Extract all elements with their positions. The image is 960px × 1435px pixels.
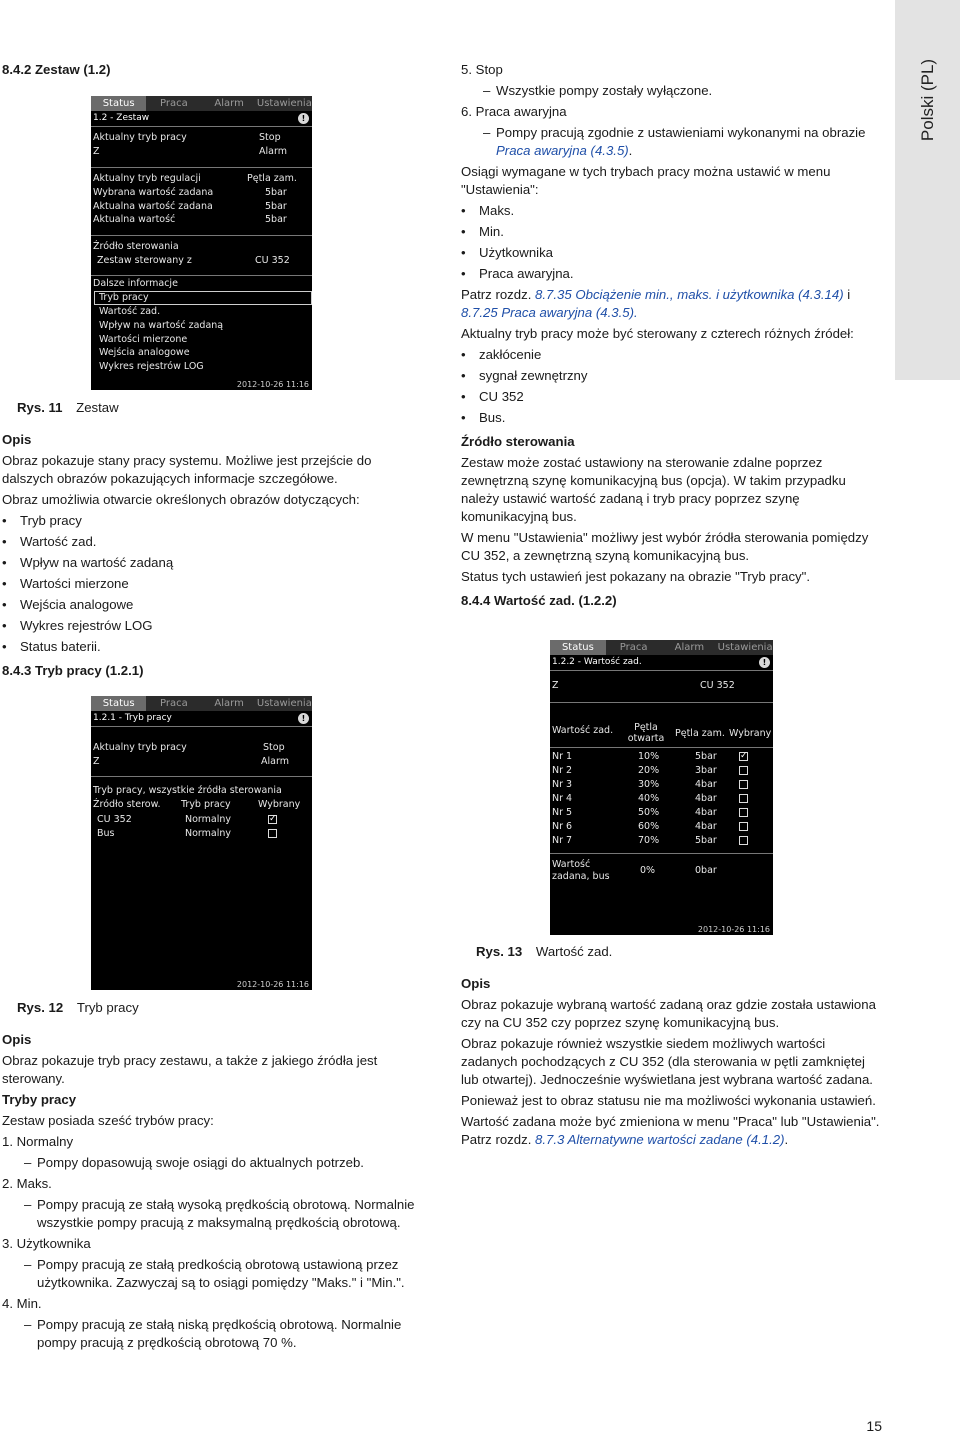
row-value: Stop (259, 132, 281, 143)
right-text-block-1 (461, 61, 881, 610)
setpoint-closed: 4bar (695, 779, 717, 790)
screen-breadcrumb: 1.2.1 - Tryb pracy (93, 713, 172, 723)
list-item: • Wykres rejestrów LOG (2, 617, 420, 635)
mode-description: – Pompy pracują ze stałą wysoką prędkością obrotową. Normalnie wszystkie pompy pracują z maksymalną prędkością obrotową. (2, 1196, 420, 1232)
row-value: 5bar (265, 214, 287, 225)
more-info-heading: Dalsze informacje (93, 278, 178, 289)
caption-number: Rys. 11 (17, 400, 63, 415)
paragraph: Obraz pokazuje stany pracy systemu. Możliwe jest przejście do dalszych obrazów pokazujących informacje szczegółowe. (2, 453, 372, 486)
column-header: Pętla otwarta (627, 722, 665, 744)
checkbox-checked: ✓ (269, 814, 277, 824)
paragraph: Zestaw może zostać ustawiony na sterowanie zdalne poprzez zewnętrzną szynę komunikacyjną bus (opcja). W takim przypadku należy ustawić wartość zadaną i tryb pracy poprzez szynę komunikacyjną bus. (461, 455, 846, 524)
row-label: Aktualny tryb pracy (93, 742, 187, 753)
tab-ustawienia: Ustawienia (717, 642, 773, 653)
more-info-item[interactable]: Wpływ na wartość zadaną (99, 320, 224, 331)
timestamp: 2012-10-26 11:16 (236, 980, 309, 989)
opis-heading: Opis (461, 976, 491, 991)
checkbox-unchecked (739, 780, 748, 789)
caption-text: Wartość zad. (535, 944, 613, 959)
list-item: • Maks. (461, 202, 881, 220)
text: Patrz rozdz. (461, 287, 536, 302)
mode-description: – Pompy pracują ze stałą predkością obrotową ustawioną przez użytkownika. Zazwyczaj są to osiągi pomiędzy "Maks." i "Min.". (2, 1256, 420, 1292)
tab-alarm: Alarm (674, 642, 705, 653)
row-value: 5bar (265, 201, 287, 212)
mode-description (461, 124, 881, 160)
setpoint-name: Nr 7 (552, 835, 573, 846)
paragraph: Aktualny tryb pracy może być sterowany z czterech różnych źródeł: (461, 326, 854, 341)
tab-praca: Praca (160, 98, 188, 109)
checkbox-checked: ✓ (740, 751, 748, 761)
source-name: Bus (97, 828, 115, 839)
row-label: Zestaw sterowany z (97, 255, 192, 266)
caption-text: Zestaw (76, 400, 119, 415)
divider (91, 275, 312, 276)
figure-11-caption (17, 399, 119, 417)
paragraph: Status tych ustawień jest pokazany na obrazie "Tryb pracy". (461, 569, 810, 584)
row-label: Aktualna wartość (93, 214, 176, 225)
paragraph: Osiągi wymagane w tych trybach pracy można ustawić w menu "Ustawienia": (461, 164, 831, 197)
more-info-item[interactable]: Wartości mierzone (99, 334, 188, 345)
mode-item: 4. Min. (2, 1296, 42, 1311)
right-text-block-2 (461, 975, 881, 1149)
tab-alarm: Alarm (214, 698, 244, 709)
paragraph: W menu "Ustawienia" możliwy jest wybór źródła sterowania pomiędzy CU 352, a zewnętrzną szyną komunikacyjną bus. (461, 530, 869, 563)
link-8725[interactable]: 8.7.25 Praca awaryjna (4.3.5). (461, 305, 638, 320)
mode-item: 2. Maks. (2, 1176, 52, 1191)
list-item: • Praca awaryjna. (461, 265, 881, 283)
text: . (784, 1132, 789, 1147)
mode-item: 3. Użytkownika (2, 1236, 91, 1251)
checkbox-unchecked (739, 794, 748, 803)
setpoint-name: Nr 2 (552, 765, 573, 776)
setpoint-name: Nr 5 (552, 807, 573, 818)
checkbox-unchecked (739, 766, 748, 775)
text: . (628, 143, 633, 158)
paragraph: Obraz umożliwia otwarcie określonych obrazów dotyczących: (2, 492, 360, 507)
divider (91, 235, 312, 236)
setpoint-open: 10% (638, 751, 660, 762)
row-label: Aktualny tryb pracy (93, 132, 187, 143)
setpoint-name: Nr 4 (552, 793, 573, 804)
more-info-item[interactable]: Wykres rejestrów LOG (99, 361, 204, 372)
tryby-heading: Tryby pracy (2, 1092, 77, 1107)
bus-setpoint-label: Wartość zadana, bus (552, 859, 610, 882)
row-value: CU 352 (255, 255, 290, 266)
list-item: • Min. (461, 223, 881, 241)
row-value: Pętla zam. (247, 173, 297, 184)
more-info-item[interactable]: Wartość zad. (99, 306, 161, 317)
link-873[interactable]: 8.7.3 Alternatywne wartości zadane (4.1.2) (535, 1132, 785, 1147)
column-header: Wybrany (258, 799, 301, 810)
warning-icon: ! (298, 713, 309, 724)
setpoint-closed: 5bar (695, 835, 717, 846)
tab-alarm: Alarm (214, 98, 244, 109)
list-item: • Bus. (461, 409, 881, 427)
divider (91, 776, 312, 777)
list-item: • sygnał zewnętrzny (461, 367, 881, 385)
setpoint-open: 20% (638, 765, 660, 776)
tab-status: Status (91, 96, 146, 111)
caption-number: Rys. 13 (476, 944, 523, 959)
timestamp: 2012-10-26 11:16 (236, 380, 309, 389)
row-label: Z (93, 146, 100, 157)
screen-zestaw (91, 96, 312, 390)
page-number: 15 (866, 1418, 882, 1434)
warning-icon: ! (759, 657, 770, 668)
tab-praca: Praca (160, 698, 188, 709)
divider (91, 126, 312, 127)
checkbox-unchecked (268, 829, 277, 838)
checkbox-unchecked (739, 836, 748, 845)
language-label: Polski (PL) (917, 58, 937, 142)
screen-wartosc-zad (550, 640, 773, 935)
row-value: Alarm (259, 146, 287, 157)
list-item: • Tryb pracy (2, 512, 420, 530)
row-label: Źródło sterowania (93, 241, 179, 252)
setpoint-open: 50% (638, 807, 660, 818)
opis-heading: Opis (2, 1032, 32, 1047)
text: i (843, 287, 851, 302)
heading-842: 8.4.2 Zestaw (1.2) (2, 62, 111, 77)
setpoint-name: Nr 6 (552, 821, 573, 832)
paragraph (461, 1113, 881, 1149)
more-info-item[interactable]: Wejścia analogowe (99, 347, 190, 358)
setpoint-closed: 5bar (695, 751, 717, 762)
opis-heading: Opis (2, 432, 32, 447)
heading-843: 8.4.3 Tryb pracy (1.2.1) (2, 663, 144, 678)
column-header: Źródło sterow. (93, 799, 161, 810)
divider (550, 702, 773, 703)
figure-13-caption (476, 943, 612, 961)
left-text-block-2 (2, 1031, 420, 1352)
list-item: • CU 352 (461, 388, 881, 406)
timestamp: 2012-10-26 11:16 (697, 925, 770, 934)
setpoint-open: 60% (638, 821, 660, 832)
tab-ustawienia: Ustawienia (256, 698, 312, 709)
text: Wartość zadana może być zmieniona w menu "Praca" lub "Ustawienia". Patrz rozdz. (461, 1114, 880, 1147)
tab-ustawienia: Ustawienia (256, 98, 312, 109)
checkbox-unchecked (739, 822, 748, 831)
list-item: • Wartość zad. (2, 533, 420, 551)
screen-tabs (91, 696, 312, 711)
paragraph: Obraz pokazuje tryb pracy zestawu, a także z jakiego źródła jest sterowany. (2, 1053, 378, 1086)
screen-tabs (550, 640, 773, 655)
column-header: Wybrany (729, 728, 772, 739)
column-header: Wartość zad. (552, 725, 614, 736)
list-item: • Wpływ na wartość zadaną (2, 554, 420, 572)
section-title: Tryb pracy, wszystkie źródła sterowania (93, 785, 282, 796)
link-praca-awaryjna[interactable]: Praca awaryjna (4.3.5) (496, 143, 629, 158)
mode-item: 1. Normalny (2, 1134, 74, 1149)
screen-breadcrumb: 1.2 - Zestaw (93, 113, 150, 123)
setpoint-open: 30% (638, 779, 660, 790)
caption-number: Rys. 12 (17, 1000, 64, 1015)
source-mode: Normalny (185, 814, 232, 825)
warning-icon: ! (298, 113, 309, 124)
setpoint-closed: 4bar (695, 793, 717, 804)
setpoint-closed: 3bar (695, 765, 717, 776)
column-header: Pętla zam. (675, 728, 725, 739)
list-item: • Status baterii. (2, 638, 420, 656)
row-label: Z (93, 756, 100, 767)
paragraph: Obraz pokazuje wybraną wartość zadaną oraz gdzie została ustawiona czy na CU 352 czy poprzez szynę komunikacyjną bus. (461, 997, 876, 1030)
tab-status: Status (550, 640, 606, 655)
row-label: Z (552, 680, 559, 691)
mode-item: 6. Praca awaryjna (461, 104, 567, 119)
setpoint-closed: 4bar (695, 807, 717, 818)
paragraph: Obraz pokazuje również wszystkie siedem możliwych wartości zadanych pochodzących z CU 352 (dla sterowania w pętli zamkniętej lub otwartej). Jednocześnie wyświetlana jest wybrana wartość zadana. (461, 1036, 873, 1087)
checkbox-unchecked (739, 808, 748, 817)
link-8735[interactable]: 8.7.35 Obciążenie min., maks. i użytkownika (4.3.14) (535, 287, 844, 302)
mode-description: – Pompy pracują ze stałą niską prędkością obrotową. Normalnie pompy pracują z prędkością obrotową 70 %. (2, 1316, 420, 1352)
screen-tabs (91, 96, 312, 111)
screen-tryb-pracy (91, 696, 312, 990)
list-item: • Wartości mierzone (2, 575, 420, 593)
divider (550, 853, 773, 854)
language-side-tab (895, 0, 960, 380)
screen-breadcrumb: 1.2.2 - Wartość zad. (552, 657, 642, 667)
row-value: CU 352 (700, 680, 735, 691)
column-header: Tryb pracy (181, 799, 231, 810)
setpoint-name: Nr 1 (552, 751, 573, 762)
source-name: CU 352 (97, 814, 132, 825)
row-label: Aktualny tryb regulacji (93, 173, 201, 184)
figure-12-caption (17, 999, 139, 1017)
mode-item: 5. Stop (461, 62, 503, 77)
row-label: Aktualna wartość zadana (93, 201, 213, 212)
row-value: 5bar (265, 187, 287, 198)
left-text-block-1 (2, 431, 420, 680)
paragraph (461, 286, 881, 322)
divider (91, 167, 312, 168)
list-item: • Wejścia analogowe (2, 596, 420, 614)
setpoint-closed: 4bar (695, 821, 717, 832)
bus-setpoint-closed: 0bar (695, 865, 717, 876)
divider (91, 726, 312, 727)
divider (550, 670, 773, 671)
row-label: Wybrana wartość zadana (93, 187, 214, 198)
source-mode: Normalny (185, 828, 232, 839)
paragraph: Zestaw posiada sześć trybów pracy: (2, 1113, 214, 1128)
row-value: Alarm (261, 756, 289, 767)
list-item: • Użytkownika (461, 244, 881, 262)
mode-description: – Wszystkie pompy zostały wyłączone. (461, 82, 881, 100)
tab-praca: Praca (619, 642, 648, 653)
paragraph: Ponieważ jest to obraz statusu nie ma możliwości wykonania ustawień. (461, 1093, 876, 1108)
text: Pompy pracują zgodnie z ustawieniami wykonanymi na obrazie (496, 125, 866, 140)
list-item: • zakłócenie (461, 346, 881, 364)
mode-description: – Pompy dopasowują swoje osiągi do aktualnych potrzeb. (2, 1154, 420, 1172)
caption-text: Tryb pracy (76, 1000, 139, 1015)
tab-status: Status (91, 696, 146, 711)
zrodlo-heading: Źródło sterowania (461, 434, 575, 449)
heading-844: 8.4.4 Wartość zad. (1.2.2) (461, 593, 617, 608)
setpoint-open: 70% (638, 835, 660, 846)
bus-setpoint-open: 0% (640, 865, 656, 876)
more-info-item[interactable]: Tryb pracy (99, 292, 149, 303)
divider (550, 747, 773, 748)
setpoint-name: Nr 3 (552, 779, 573, 790)
setpoint-open: 40% (638, 793, 660, 804)
row-value: Stop (263, 742, 285, 753)
